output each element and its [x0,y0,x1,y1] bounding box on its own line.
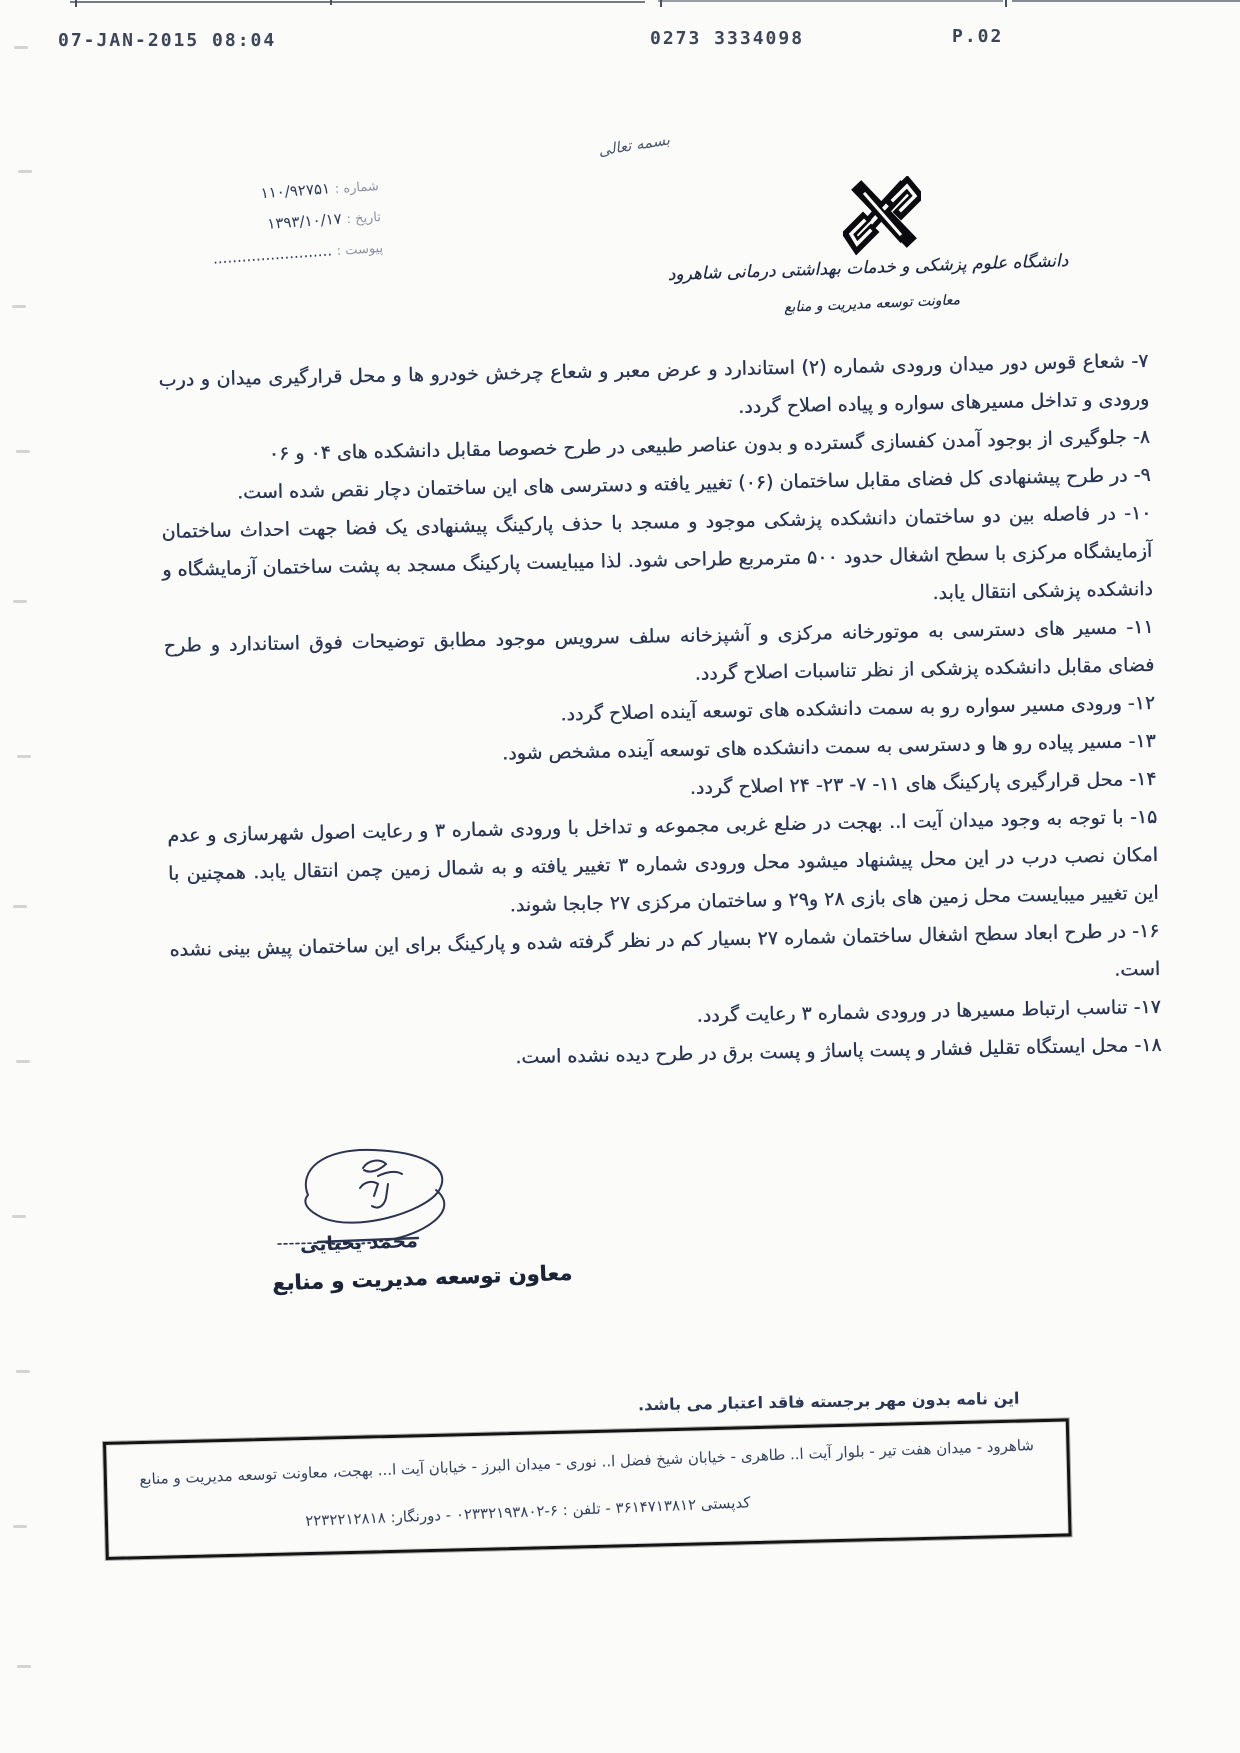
scan-artifact [12,1215,26,1218]
ref-attachment-label: پیوست : [336,240,384,260]
page-edge-tick [660,0,662,7]
scan-artifact [16,450,30,453]
ref-date-value: ۱۳۹۳/۱۰/۱۷ [266,209,343,233]
page-edge-tick [1005,0,1007,7]
body-item-12: ۱۲- ورودی مسیر سواره رو به سمت دانشکده های توسعه آینده اصلاح گردد. [560,691,1156,726]
body-item-11: ۱۱- مسیر های دسترسی به موتورخانه مرکزی و آشپزخانه سلف سرویس موجود مطابق توضیحات فوق استاندارد و طرح فضای مقابل دانشکده پزشکی از نظر تناسبات اصلاح گردد. [163,615,1155,685]
scan-artifact [16,1370,30,1373]
scan-artifact [13,1525,27,1528]
signatory-title: معاون توسعه مدیریت و منابع [271,1260,573,1296]
fax-page-number: P.02 [952,26,1004,47]
body-item-7: ۷- شعاع قوس دور میدان ورودی شماره (۲) استاندارد و عرض معبر و شعاع چرخش خودرو ها و محل قرارگیری میدان و درب ورودی و تداخل مسیرهای سواره و پیاده اصلاح گردد. [158,349,1150,418]
org-name: دانشگاه علوم پزشکی و خدمات بهداشتی درمانی شاهرود [667,251,1069,285]
body-item-18: ۱۸- محل ایستگاه تقلیل فشار و پست پاساژ و پست برق در طرح دیده نشده است. [515,1033,1162,1069]
fax-datetime: 07-JAN-2015 08:04 [58,30,277,51]
body-item-8: ۸- جلوگیری از بوجود آمدن کفسازی گسترده و بدون عناصر طبیعی در طرح خصوصا مقابل دانشکده های ۰۴ و ۰۶ [268,425,1151,465]
footer-address: شاهرود - میدان هفت تیر - بلوار آیت ا.. طاهری - خیابان شیخ فضل ا.. نوری - میدان البرز - خیابان آیت ا... بهجت، معاونت توسعه مدیریت و منابع [139,1436,1035,1489]
body-item-16: ۱۶- در طرح ابعاد سطح اشغال ساختمان شماره ۲۷ بسیار کم در نظر گرفته شده و پارکینگ برای این ساختمان پیش بینی نشده است. [169,919,1161,981]
body-item-17: ۱۷- تناسب ارتباط مسیرها در ورودی شماره ۳ رعایت گردد. [696,995,1161,1027]
ref-date-row [171,207,382,240]
scan-artifact [12,305,26,308]
page-edge-line [658,0,1003,2]
scan-artifact [17,755,31,758]
body-item-15: ۱۵- با توجه به وجود میدان آیت ا.. بهجت در ضلع غربی مجموعه و تداخل با ورودی شماره ۳ و رعایت اصول شهرسازی و عدم امکان نصب درب در این محل پیشنهاد میشود محل ورودی شماره ۳ تغییر یافته و به شمال زمین چمن انتقال یابد. همچنین با این تغییر میبایست محل زمین های بازی ۲۸ و۲۹ و ساختمان مرکزی ۲۷ جابجا شوند. [167,805,1159,917]
page-edge-tick [330,0,332,5]
scan-artifact [13,905,27,908]
bismillah-text: بسمه تعالی [597,130,672,160]
scan-artifact [13,600,27,603]
scan-artifact [16,1060,30,1063]
signatory-name: محمد یحیایی [299,1229,419,1257]
fax-id: 0273 3334098 [650,28,805,49]
reference-fields [169,176,385,283]
ref-attachment-row [173,238,384,271]
footer-contact: کدپستی ۳۶۱۴۷۱۳۸۱۲ - تلفن : ۶-۰۲۳۳۲۱۹۳۸۰۲ - دورنگار: ۲۲۳۲۲۱۲۸۱۸ [304,1493,751,1530]
ref-number-label: شماره : [334,178,380,198]
body-item-9: ۹- در طرح پیشنهادی کل فضای مقابل ساختمان (۰۶) تغییر یافته و دسترسی های این ساختمان دچار نقص شده است. [236,463,1151,504]
page-edge-line [70,1,645,3]
body-item-10: ۱۰- در فاصله بین دو ساختمان دانشکده پزشکی موجود و مسجد با حذف پارکینگ پیشنهادی یک فضا جهت احداث ساختمان آزمایشگاه مرکزی با سطح اشغال حدود ۵۰۰ مترمربع طراحی شود. لذا میبایست پارکینگ مسجد به پشت ساختمان آزمایشگاه و دانشکده پزشکی انتقال یابد. [161,501,1153,605]
ref-attachment-value: ......................... [212,241,333,268]
ref-date-label: تاریخ : [346,209,382,228]
scan-artifact [17,1665,31,1668]
body-item-13: ۱۳- مسیر پیاده رو ها و دسترسی به سمت دانشکده های توسعه آینده مشخص شود. [501,729,1156,765]
scan-artifact [14,46,28,49]
ref-number-value: ۱۱۰/۹۲۷۵۱ [260,179,331,203]
dept-name: معاونت توسعه مدیریت و منابع [783,292,961,316]
footer-address-box [103,1418,1072,1560]
page-edge-tick [75,0,77,7]
university-logo-icon [843,176,921,256]
page-edge-line [1012,0,1240,2]
body-item-14: ۱۴- محل قرارگیری پارکینگ های ۱۱- ۷- ۲۳- ۲۴ اصلاح گردد. [689,767,1157,799]
ref-number-row [169,176,380,209]
scan-artifact [18,170,32,173]
letter-body [158,342,1162,1083]
validity-note: این نامه بدون مهر برجسته فاقد اعتبار می باشد. [637,1388,1020,1415]
